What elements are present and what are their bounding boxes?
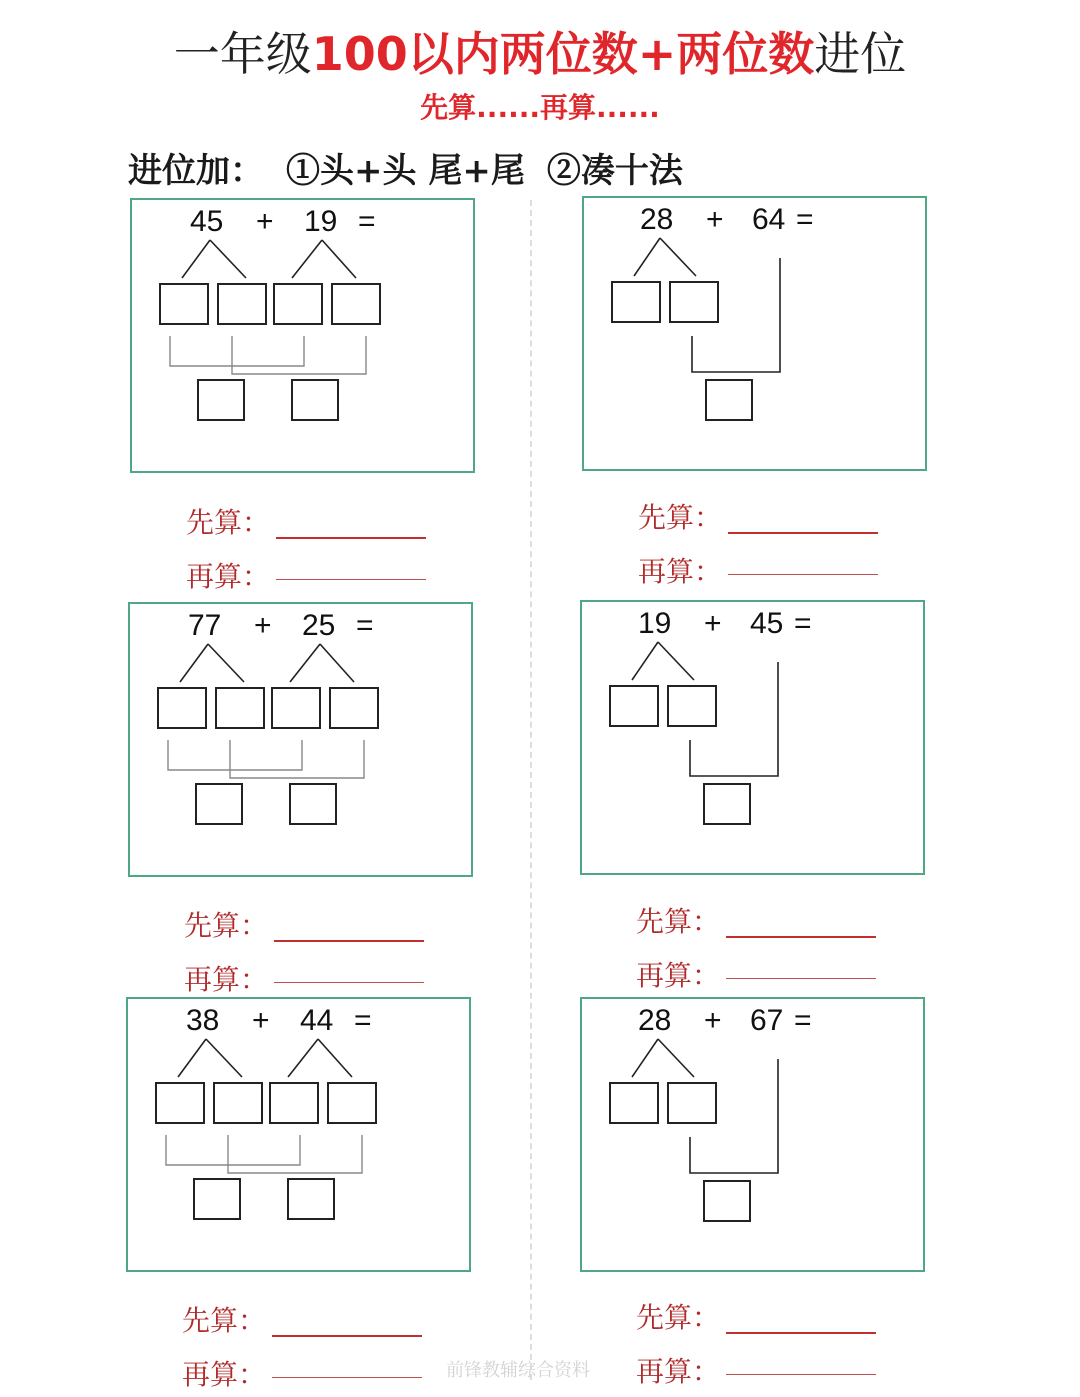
- plus-sign: +: [254, 609, 272, 642]
- equals-sign: =: [796, 203, 814, 236]
- branch-line: [178, 1039, 206, 1077]
- second-step-label: 再算：: [184, 963, 269, 996]
- result-box: [198, 380, 244, 420]
- addend-b: 45: [750, 607, 784, 640]
- first-step-label: 先算：: [636, 905, 721, 938]
- digit-box: [332, 284, 380, 324]
- equals-sign: =: [354, 1004, 372, 1037]
- first-step-label: 先算：: [182, 1304, 267, 1337]
- result-box: [288, 1179, 334, 1219]
- first-step-label: 先算：: [184, 909, 269, 942]
- problem-panel: [580, 600, 925, 875]
- branch-line: [206, 1039, 242, 1077]
- second-step-answer-line[interactable]: [726, 1374, 876, 1375]
- decomposition-diagram: [582, 602, 927, 877]
- first-step-label: 先算：: [186, 506, 271, 539]
- digit-box: [272, 688, 320, 728]
- addend-a: 38: [186, 1004, 220, 1037]
- decomposition-diagram: [128, 999, 473, 1274]
- addend-a: 19: [638, 607, 672, 640]
- plus-sign: +: [706, 203, 724, 236]
- branch-line: [292, 240, 322, 278]
- problem-panel: [580, 997, 925, 1272]
- result-box: [194, 1179, 240, 1219]
- method-label: 进位加：: [128, 151, 264, 191]
- digit-box: [668, 1083, 716, 1123]
- result-box: [704, 784, 750, 824]
- first-step-label: 先算：: [638, 501, 723, 534]
- make-ten-connector: [690, 662, 778, 776]
- branch-line: [634, 238, 660, 276]
- second-step-answer-line[interactable]: [272, 1377, 422, 1378]
- addend-b: 64: [752, 203, 786, 236]
- result-box: [290, 784, 336, 824]
- problem-panel: [126, 997, 471, 1272]
- addend-a: 28: [640, 203, 674, 236]
- tens-connector: [166, 1135, 300, 1165]
- branch-line: [658, 642, 694, 680]
- branch-line: [182, 240, 210, 278]
- first-step-answer-line[interactable]: [726, 1332, 876, 1334]
- problem-panel: [128, 602, 473, 877]
- branch-line: [660, 238, 696, 276]
- branch-line: [208, 644, 244, 682]
- digit-box: [214, 1083, 262, 1123]
- first-step-answer-line[interactable]: [728, 532, 878, 534]
- digit-box: [330, 688, 378, 728]
- make-ten-connector: [692, 258, 780, 372]
- digit-box: [610, 686, 658, 726]
- equals-sign: =: [794, 607, 812, 640]
- digit-box: [156, 1083, 204, 1123]
- addend-b: 44: [300, 1004, 334, 1037]
- tens-connector: [168, 740, 302, 770]
- method-option-1: ①头+头 尾+尾: [286, 151, 525, 191]
- digit-box: [218, 284, 266, 324]
- addend-a: 45: [190, 205, 224, 238]
- branch-line: [210, 240, 246, 278]
- first-step-answer-line[interactable]: [276, 537, 426, 539]
- digit-box: [158, 688, 206, 728]
- second-step-label: 再算：: [638, 555, 723, 588]
- result-box: [706, 380, 752, 420]
- ones-connector: [230, 740, 364, 778]
- plus-sign: +: [704, 607, 722, 640]
- plus-sign: +: [704, 1004, 722, 1037]
- equals-sign: =: [358, 205, 376, 238]
- watermark: 前锋教辅综合资料: [446, 1360, 590, 1381]
- result-box: [292, 380, 338, 420]
- decomposition-diagram: [130, 604, 475, 879]
- branch-line: [180, 644, 208, 682]
- second-step-answer-line[interactable]: [274, 982, 424, 983]
- digit-box: [610, 1083, 658, 1123]
- digit-box: [270, 1083, 318, 1123]
- second-step-label: 再算：: [636, 1355, 721, 1388]
- digit-box: [670, 282, 718, 322]
- equals-sign: =: [356, 609, 374, 642]
- result-box: [704, 1181, 750, 1221]
- result-box: [196, 784, 242, 824]
- digit-box: [274, 284, 322, 324]
- digit-box: [668, 686, 716, 726]
- column-divider: [530, 200, 532, 1380]
- digit-box: [612, 282, 660, 322]
- branch-line: [632, 1039, 658, 1077]
- tens-connector: [170, 336, 304, 366]
- make-ten-connector: [690, 1059, 778, 1173]
- second-step-answer-line[interactable]: [276, 579, 426, 580]
- plus-sign: +: [256, 205, 274, 238]
- equals-sign: =: [794, 1004, 812, 1037]
- digit-box: [160, 284, 208, 324]
- first-step-label: 先算：: [636, 1301, 721, 1334]
- second-step-label: 再算：: [182, 1358, 267, 1391]
- title-suffix: 进位: [814, 27, 907, 81]
- ones-connector: [228, 1135, 362, 1173]
- problem-panel: [582, 196, 927, 471]
- branch-line: [632, 642, 658, 680]
- branch-line: [290, 644, 320, 682]
- title-prefix: 一年级: [173, 27, 312, 81]
- branch-line: [320, 644, 354, 682]
- second-step-answer-line[interactable]: [728, 574, 878, 575]
- method-option-2: ②凑十法: [546, 151, 683, 191]
- branch-line: [658, 1039, 694, 1077]
- addend-b: 19: [304, 205, 338, 238]
- second-step-answer-line[interactable]: [726, 978, 876, 979]
- branch-line: [322, 240, 356, 278]
- first-step-answer-line[interactable]: [272, 1335, 422, 1337]
- addend-b: 67: [750, 1004, 784, 1037]
- addend-b: 25: [302, 609, 336, 642]
- digit-box: [328, 1083, 376, 1123]
- branch-line: [288, 1039, 318, 1077]
- second-step-label: 再算：: [636, 959, 721, 992]
- first-step-answer-line[interactable]: [726, 936, 876, 938]
- decomposition-diagram: [584, 198, 929, 473]
- method-line: [128, 146, 705, 196]
- plus-sign: +: [252, 1004, 270, 1037]
- decomposition-diagram: [132, 200, 477, 475]
- first-step-answer-line[interactable]: [274, 940, 424, 942]
- ones-connector: [232, 336, 366, 374]
- branch-line: [318, 1039, 352, 1077]
- addend-a: 28: [638, 1004, 672, 1037]
- title-highlight: 100以内两位数+两位数: [311, 27, 815, 81]
- subtitle: 先算......再算......: [420, 91, 660, 124]
- page-title: [0, 24, 1080, 84]
- decomposition-diagram: [582, 999, 927, 1274]
- second-step-label: 再算：: [186, 560, 271, 593]
- problem-panel: [130, 198, 475, 473]
- addend-a: 77: [188, 609, 222, 642]
- digit-box: [216, 688, 264, 728]
